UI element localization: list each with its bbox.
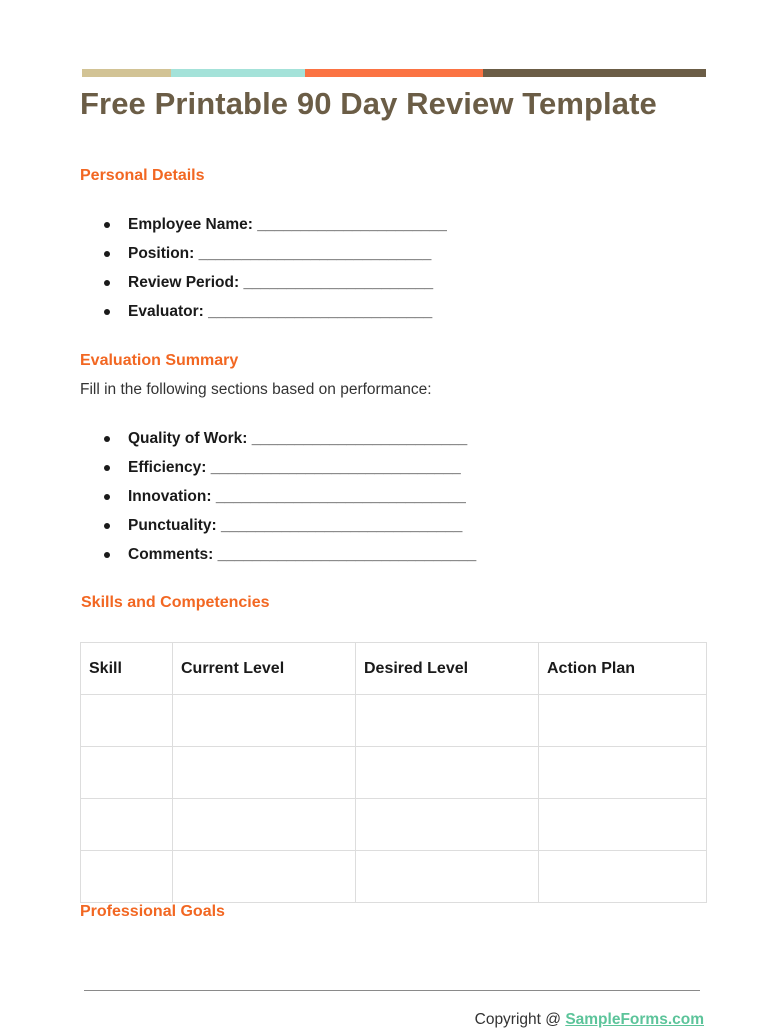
table-cell[interactable] — [539, 747, 707, 799]
column-header-skill: Skill — [81, 643, 173, 695]
field-blank[interactable]: _____________________________ — [210, 459, 461, 476]
evaluation-summary-heading: Evaluation Summary — [80, 352, 239, 369]
table-cell[interactable] — [356, 851, 539, 903]
personal-details-heading: Personal Details — [80, 167, 205, 184]
skills-competencies-heading: Skills and Competencies — [81, 594, 270, 611]
field-efficiency — [104, 459, 476, 488]
field-employee-name — [104, 216, 447, 245]
table-cell[interactable] — [356, 695, 539, 747]
table-cell[interactable] — [81, 747, 173, 799]
table-cell[interactable] — [173, 851, 356, 903]
evaluation-intro-text: Fill in the following sections based on performance: — [80, 381, 432, 398]
page-title: Free Printable 90 Day Review Template — [80, 86, 657, 121]
field-label: Quality of Work: — [128, 430, 248, 447]
table-header-row — [81, 643, 707, 695]
field-label: Review Period: — [128, 274, 240, 291]
color-bar-segment-teal — [171, 69, 305, 77]
field-blank[interactable]: ____________________________ — [221, 517, 463, 534]
color-bar-segment-tan — [82, 69, 171, 77]
table-row — [81, 851, 707, 903]
field-label: Position: — [128, 245, 195, 262]
column-header-desired-level: Desired Level — [356, 643, 539, 695]
copyright-prefix: Copyright @ — [474, 1011, 566, 1028]
table-row — [81, 695, 707, 747]
field-blank[interactable]: _____________________________ — [215, 488, 466, 505]
footer-divider — [84, 990, 700, 991]
field-blank[interactable]: __________________________ — [208, 303, 433, 320]
field-comments — [104, 546, 476, 575]
field-label: Evaluator: — [128, 303, 204, 320]
personal-details-list — [104, 216, 447, 332]
color-bar-segment-orange — [305, 69, 483, 77]
field-review-period — [104, 274, 447, 303]
evaluation-list — [104, 430, 476, 575]
professional-goals-heading: Professional Goals — [80, 903, 225, 920]
table-cell[interactable] — [81, 851, 173, 903]
field-blank[interactable]: ______________________ — [243, 274, 434, 291]
field-punctuality — [104, 517, 476, 546]
table-cell[interactable] — [539, 695, 707, 747]
field-evaluator — [104, 303, 447, 332]
color-bar-segment-brown — [483, 69, 706, 77]
copyright-notice — [475, 1011, 704, 1029]
field-blank[interactable]: ______________________ — [257, 216, 447, 233]
table-cell[interactable] — [356, 799, 539, 851]
column-header-action-plan: Action Plan — [539, 643, 707, 695]
field-label: Efficiency: — [128, 459, 207, 476]
table-row — [81, 747, 707, 799]
field-innovation — [104, 488, 476, 517]
table-cell[interactable] — [539, 851, 707, 903]
table-cell[interactable] — [539, 799, 707, 851]
field-label: Punctuality: — [128, 517, 217, 534]
field-blank[interactable]: ___________________________ — [198, 245, 432, 262]
table-cell[interactable] — [81, 695, 173, 747]
skills-table — [80, 642, 707, 903]
field-label: Employee Name: — [128, 216, 253, 233]
column-header-current-level: Current Level — [173, 643, 356, 695]
field-position — [104, 245, 447, 274]
table-cell[interactable] — [173, 695, 356, 747]
table-cell[interactable] — [81, 799, 173, 851]
table-cell[interactable] — [173, 799, 356, 851]
field-blank[interactable]: ______________________________ — [217, 546, 477, 563]
table-cell[interactable] — [356, 747, 539, 799]
table-row — [81, 799, 707, 851]
field-label: Comments: — [128, 546, 214, 563]
table-cell[interactable] — [173, 747, 356, 799]
field-quality-of-work — [104, 430, 476, 459]
decorative-color-bar — [82, 69, 706, 77]
field-blank[interactable]: _________________________ — [251, 430, 468, 447]
field-label: Innovation: — [128, 488, 212, 505]
brand-link[interactable]: SampleForms.com — [565, 1011, 704, 1028]
